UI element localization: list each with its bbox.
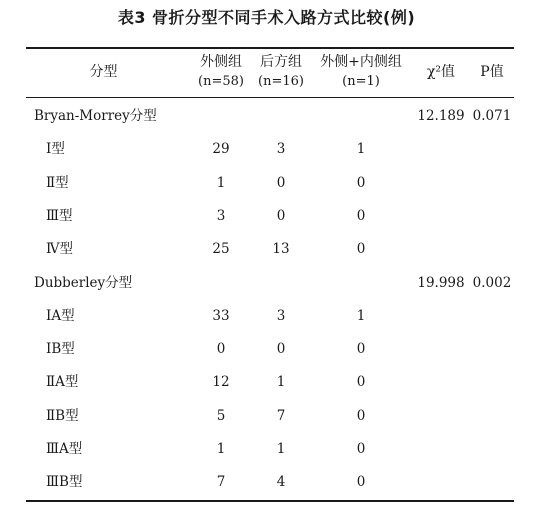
- cell-p-value: [467, 167, 517, 200]
- cell-p-value: 0.002: [472, 274, 512, 291]
- table-row: [26, 366, 514, 399]
- cell-lateral: 25: [212, 241, 230, 258]
- cell-lateral: 12: [212, 374, 230, 391]
- cell-p-value: [467, 200, 517, 233]
- header-type: 分型: [89, 64, 118, 80]
- header-col-c-n: (n=1): [342, 74, 380, 89]
- cell-chi-square: [411, 133, 471, 166]
- cell-p-value: 0.071: [472, 108, 512, 124]
- table-group-row: [26, 100, 514, 133]
- cell-p-value: [467, 133, 517, 166]
- cell-p-value: [467, 466, 517, 499]
- row-label: Ⅱ型: [46, 174, 69, 191]
- cell-lateral: 3: [216, 207, 226, 224]
- cell-lateral-medial: 1: [356, 141, 366, 158]
- cell-lateral: 33: [212, 307, 230, 324]
- cell-lateral: 7: [216, 474, 226, 491]
- cell-posterior: 0: [276, 174, 286, 191]
- row-label: Dubberley分型: [34, 274, 133, 291]
- cell-posterior: 3: [276, 307, 286, 324]
- cell-lateral: 1: [216, 174, 226, 191]
- header-col-c: [306, 53, 416, 91]
- cell-lateral: [186, 100, 256, 133]
- cell-posterior: 1: [276, 374, 286, 391]
- cell-chi-square: [411, 333, 471, 366]
- table-row: [26, 200, 514, 233]
- row-label: ⅠA型: [46, 307, 75, 324]
- table-row: [26, 433, 514, 466]
- row-label: ⅡA型: [46, 374, 79, 391]
- cell-posterior: 0: [276, 207, 286, 224]
- header-col-a-n: (n=58): [198, 74, 244, 89]
- cell-chi-square: [411, 300, 471, 333]
- cell-p-value: [467, 433, 517, 466]
- table-row: [26, 333, 514, 366]
- row-label: ⅠB型: [46, 341, 75, 358]
- cell-chi-square: [411, 200, 471, 233]
- cell-posterior: 4: [276, 474, 286, 491]
- header-col-b: [256, 53, 306, 91]
- cell-lateral-medial: 0: [356, 241, 366, 258]
- top-rule: [26, 47, 514, 49]
- header-col-c-name: 外侧+内侧组: [320, 54, 402, 70]
- cell-lateral: 29: [212, 141, 230, 158]
- row-label: Ⅲ型: [46, 207, 73, 224]
- cell-posterior: 0: [276, 341, 286, 358]
- table-group-row: [26, 267, 514, 300]
- cell-lateral-medial: 0: [356, 341, 366, 358]
- cell-lateral-medial: 0: [356, 374, 366, 391]
- table-row: [26, 167, 514, 200]
- cell-chi-square: [411, 466, 471, 499]
- table-caption: 表3 骨折分型不同手术入路方式比较(例): [117, 8, 416, 27]
- row-label: Ⅰ型: [46, 141, 65, 158]
- table-row: [26, 133, 514, 166]
- cell-p-value: [467, 300, 517, 333]
- cell-chi-square: [411, 167, 471, 200]
- cell-lateral-medial: 0: [356, 407, 366, 424]
- cell-chi-square: [411, 400, 471, 433]
- header-col-a: [186, 53, 256, 91]
- cell-chi-square: [411, 366, 471, 399]
- bottom-rule: [26, 500, 514, 502]
- cell-p-value: [467, 233, 517, 266]
- cell-lateral-medial: 1: [356, 307, 366, 324]
- cell-lateral-medial: 0: [356, 174, 366, 191]
- header-p: P值: [480, 64, 504, 80]
- cell-lateral-medial: 0: [356, 474, 366, 491]
- cell-lateral: [186, 267, 256, 300]
- cell-posterior: [256, 267, 306, 300]
- cell-chi-square: [411, 433, 471, 466]
- cell-chi-square: [411, 233, 471, 266]
- cell-p-value: [467, 366, 517, 399]
- cell-p-value: [467, 400, 517, 433]
- header-col-b-name: 后方组: [260, 54, 302, 70]
- row-label: Ⅳ型: [46, 241, 73, 258]
- cell-lateral: 1: [216, 441, 226, 457]
- cell-posterior: 3: [276, 141, 286, 158]
- cell-lateral-medial: [306, 100, 416, 133]
- cell-p-value: [467, 333, 517, 366]
- cell-posterior: 1: [276, 441, 286, 457]
- row-label: ⅢB型: [46, 474, 83, 491]
- cell-chi-square: 19.998: [417, 274, 465, 291]
- cell-lateral: 0: [216, 341, 226, 358]
- table-row: [26, 300, 514, 333]
- cell-posterior: 13: [272, 241, 290, 258]
- cell-lateral: 5: [216, 407, 226, 424]
- header-rule: [26, 97, 514, 98]
- header-col-a-name: 外侧组: [200, 54, 242, 70]
- row-label: ⅡB型: [46, 407, 79, 424]
- table-row: [26, 233, 514, 266]
- table-row: [26, 400, 514, 433]
- cell-posterior: 7: [276, 407, 286, 424]
- table-row: [26, 466, 514, 499]
- cell-chi-square: 12.189: [417, 108, 465, 124]
- header-chi: χ²值: [426, 64, 456, 80]
- row-label: ⅢA型: [46, 441, 83, 457]
- cell-lateral-medial: 0: [356, 441, 366, 457]
- cell-lateral-medial: 0: [356, 207, 366, 224]
- cell-posterior: [256, 100, 306, 133]
- header-col-b-n: (n=16): [258, 74, 304, 89]
- cell-lateral-medial: [306, 267, 416, 300]
- row-label: Bryan-Morrey分型: [34, 108, 157, 124]
